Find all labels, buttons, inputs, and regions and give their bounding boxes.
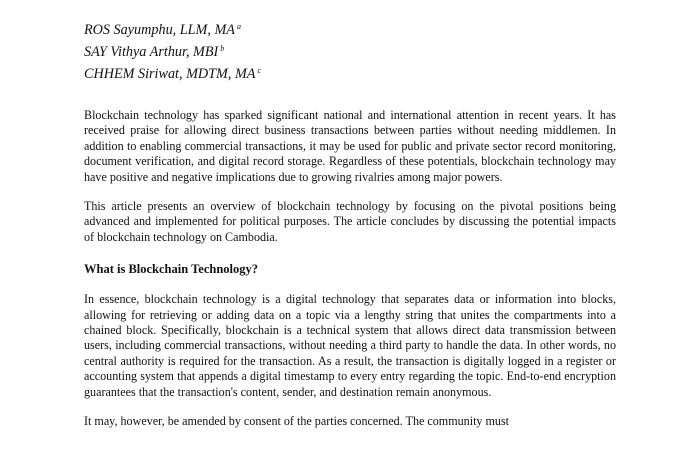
- author-list: [84, 16, 616, 82]
- author-affiliation-marker: b: [220, 44, 225, 53]
- intro-paragraph: Blockchain technology has sparked significant national and international attention in recent years. It has received praise for allowing direct business transactions between parties without needing middlemen. In addition to enabling commercial transactions, it may be used for public and private sector record monitoring, document verification, and digital record storage. Regardless of these potentials, blockchain technology may have positive and negative implications due to growing rivalries among major powers.: [84, 108, 616, 184]
- author-line: [84, 16, 616, 38]
- definition-paragraph: In essence, blockchain technology is a digital technology that separates data or information into blocks, allowing for retrieving or adding data on a topic via a lengthy string that unites the compartments into a chained block. Specifically, blockchain is a technical system that allows direct data transmission between users, including commercial transactions, without needing a third party to handle the data. In other words, no central authority is required for the transaction. As a result, the transaction is digitally logged in a register or accounting system that appends a digital timestamp to every entry regarding the topic. End-to-end encryption guarantees that the transaction's content, sender, and destination remain anonymous.: [84, 292, 616, 399]
- author-affiliation-marker: a: [236, 22, 241, 31]
- author-line: [84, 38, 616, 60]
- overview-paragraph: This article presents an overview of blockchain technology by focusing on the pivotal positions being advanced and implemented for political purposes. The article concludes by discussing the potential impacts of blockchain technology on Cambodia.: [84, 199, 616, 244]
- author-name: CHHEM Siriwat, MDTM, MA: [84, 66, 256, 82]
- document-page: [84, 0, 616, 430]
- amendment-paragraph: It may, however, be amended by consent of the parties concerned. The community must: [84, 414, 510, 429]
- author-name: ROS Sayumphu, LLM, MA: [84, 22, 235, 38]
- section-heading: What is Blockchain Technology?: [84, 262, 258, 277]
- author-line: [84, 60, 616, 82]
- author-name: SAY Vithya Arthur, MBI: [84, 44, 219, 60]
- author-affiliation-marker: c: [257, 66, 261, 75]
